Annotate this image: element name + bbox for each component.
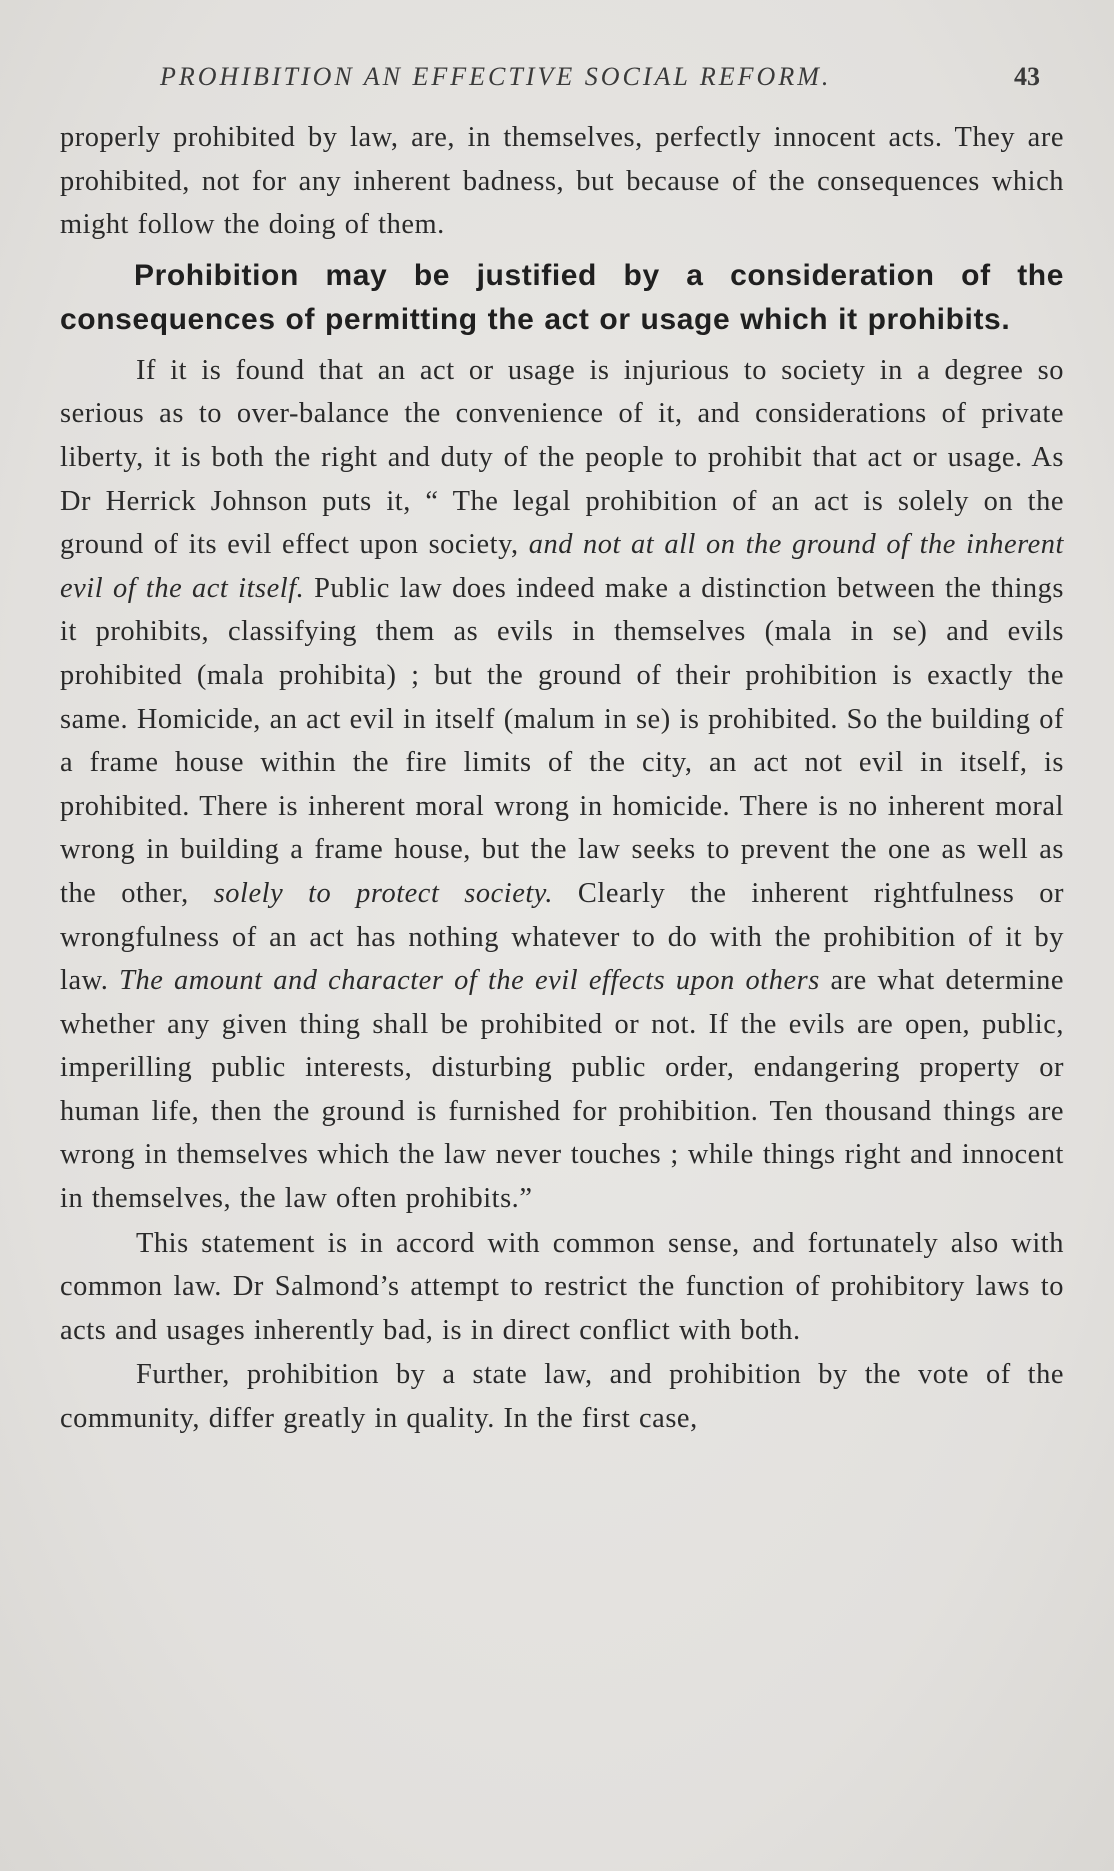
paragraph-further: Further, prohibition by a state law, and prohibition by the vote of the community, differ greatly in quality. In the first case, (60, 1359, 1064, 1435)
body-text (60, 116, 1064, 1441)
running-head-title: PROHIBITION AN EFFECTIVE SOCIAL REFORM. (160, 62, 832, 91)
italic-text: solely to protect society. (213, 877, 554, 909)
page-number: 43 (1014, 62, 1040, 91)
italic-text: The amount and character of the evil effects upon others (119, 965, 820, 997)
paragraph-text: Clearly the inherent rightfulness or wrongfulness of an act has nothing whatever to do with the prohibition of it by law. (60, 877, 1064, 997)
paragraph-text: Public law does indeed make a distinction between the things it prohibits, classifying them as evils in themselves (mala in se) and evils prohibited (mala prohibita) ; but the ground of their prohibition is exactly the same. Homicide, an act evil in itself (malum in se) is prohibited. So the building of a frame house within the fire limits of the city, an act not evil in itself, is prohibited. There is inherent moral wrong in homicide. There is no inherent moral wrong in building a frame house, but the law seeks to prevent the one as well as the other, (60, 572, 1064, 909)
paragraph-herrick-johnson (60, 349, 1064, 1221)
paragraph-text: If it is found that an act or usage is injurious to society in a degree so serious as to over-balance the convenience of it, and considerations of private liberty, it is both the right and duty of the people to prohibit that act or usage. As Dr Herrick Johnson puts it, “ The legal prohibition of an act is solely on the ground of its evil effect upon society, (60, 354, 1064, 561)
paragraph-text: are what determine whether any given thing shall be prohibited or not. If the evils are open, public, imperilling public interests, disturbing public order, endangering property or human life, then the ground is furnished for prohibition. Ten thousand things are wrong in themselves which the law never touches ; while things right and innocent in themselves, the law often prohibits.” (60, 965, 1065, 1215)
section-heading: Prohibition may be justified by a consideration of the consequences of permitting the act or usage which it prohibits. (60, 258, 1064, 336)
italic-text: and not at all on the ground of the inherent evil of the act itself. (60, 529, 1064, 604)
paragraph-common-sense: This statement is in accord with common sense, and fortunately also with common law. Dr Salmond’s attempt to restrict the function of prohibitory laws to acts and usages inherently bad, is in direct conflict with both. (60, 1227, 1064, 1346)
paragraph-continued: properly prohibited by law, are, in themselves, perfectly innocent acts. They are prohibited, not for any inherent badness, but because of the consequences which might follow the doing of them. (60, 122, 1064, 241)
